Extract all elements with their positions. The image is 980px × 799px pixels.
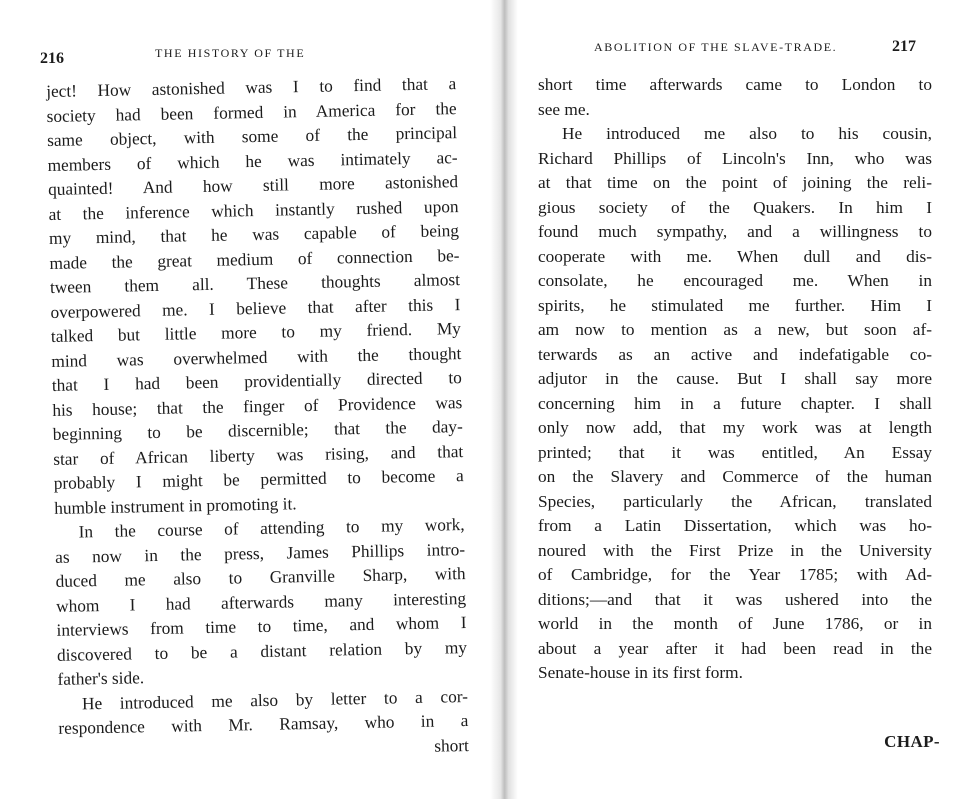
text-line: world in the month of June 1786, or in bbox=[538, 614, 932, 633]
text-line: mind was overwhelmed with the thought bbox=[51, 343, 462, 371]
text-line: Species, particularly the African, translated bbox=[538, 491, 932, 511]
text-line: tween them all. These thoughts almost bbox=[49, 270, 461, 297]
text-line: gious society of the Quakers. In him I bbox=[538, 197, 932, 217]
book-gutter bbox=[490, 0, 518, 799]
text-line: about a year after it had been read in the bbox=[538, 638, 932, 658]
text-line: same object, with some of the principal bbox=[46, 123, 458, 150]
text-line: cooperate with me. When dull and dis- bbox=[538, 246, 932, 266]
text-line: Richard Phillips of Lincoln's Inn, who was bbox=[538, 148, 932, 168]
text-line: overpowered me. I believe that after this I bbox=[50, 294, 461, 322]
text-line: whom I had afterwards many interesting bbox=[55, 588, 467, 616]
left-page-number: 216 bbox=[40, 50, 64, 67]
text-line: my mind, that he was capable of being bbox=[48, 221, 460, 248]
text-line: quainted! And how still more astonished bbox=[47, 172, 459, 199]
text-line: beginning to be discernible; that the day- bbox=[52, 417, 463, 444]
text-line: adjutor in the cause. But I shall say more bbox=[538, 369, 932, 388]
text-line: spirits, he stimulated me further. Him I bbox=[538, 295, 932, 315]
text-line: at the inference which instantly rushed upon bbox=[48, 196, 459, 224]
text-line: discovered to be a distant relation by my bbox=[56, 637, 468, 665]
text-line: that I had been providentially directed to bbox=[51, 368, 462, 395]
text-line: humble instrument in promoting it. bbox=[54, 493, 297, 518]
left-running-head: THE HISTORY OF THE bbox=[155, 46, 306, 60]
right-page-number: 217 bbox=[892, 38, 916, 55]
text-line: He introduced me also to his cousin, bbox=[562, 124, 932, 143]
text-line: on the Slavery and Commerce of the human bbox=[538, 467, 932, 486]
left-page-text bbox=[46, 72, 469, 766]
text-line: duced me also to Granville Sharp, with bbox=[55, 564, 466, 591]
text-line: members of which he was intimately ac- bbox=[47, 147, 458, 175]
text-line: concerning him in a future chapter. I shall bbox=[538, 393, 932, 413]
text-line: am now to mention as a new, but soon af- bbox=[538, 320, 932, 339]
text-line: short time afterwards came to London to bbox=[538, 75, 932, 94]
text-line: He introduced me also by letter to a cor- bbox=[81, 686, 469, 713]
text-line: made the great medium of connection be- bbox=[49, 245, 460, 273]
right-page bbox=[518, 0, 980, 799]
text-line: only now add, that my work was at length bbox=[538, 418, 932, 437]
text-line: Senate-house in its first form. bbox=[538, 663, 743, 682]
text-line: interviews from time to time, and whom I bbox=[56, 613, 467, 640]
text-line: of Cambridge, for the Year 1785; with Ad- bbox=[538, 565, 932, 584]
text-line: ject! How astonished was I to find that a bbox=[46, 74, 457, 101]
text-line: see me. bbox=[538, 99, 590, 119]
text-line: at that time on the point of joining the reli- bbox=[538, 173, 932, 192]
right-page-text bbox=[538, 73, 932, 686]
text-line: In the course of attending to my work, bbox=[78, 515, 465, 542]
text-line: talked but little more to my friend. My bbox=[50, 319, 462, 346]
text-line: ditions;—and that it was ushered into the bbox=[538, 589, 932, 609]
text-line: society had been formed in America for the bbox=[46, 98, 457, 126]
text-line: respondence with Mr. Ramsay, who in a bbox=[58, 711, 469, 738]
right-catchword: CHAP- bbox=[884, 732, 940, 751]
text-line: probably I might be permitted to become a bbox=[53, 466, 464, 493]
text-line: star of African liberty was rising, and that bbox=[53, 441, 464, 469]
text-line: noured with the First Prize in the University bbox=[538, 540, 932, 560]
text-line: father's side. bbox=[57, 668, 145, 689]
text-line: as now in the press, James Phillips intro- bbox=[54, 539, 466, 567]
text-line: terwards as an active and indefatigable co- bbox=[538, 344, 932, 364]
right-running-head: ABOLITION OF THE SLAVE-TRADE. bbox=[594, 40, 838, 54]
text-line: printed; that it was entitled, An Essay bbox=[538, 442, 932, 462]
catchword: short bbox=[434, 735, 470, 756]
text-line: found much sympathy, and a willingness to bbox=[538, 222, 932, 241]
text-line: his house; that the finger of Providence was bbox=[52, 392, 463, 420]
text-line: from a Latin Dissertation, which was ho- bbox=[538, 516, 932, 535]
text-line: consolate, he encouraged me. When in bbox=[538, 271, 932, 290]
